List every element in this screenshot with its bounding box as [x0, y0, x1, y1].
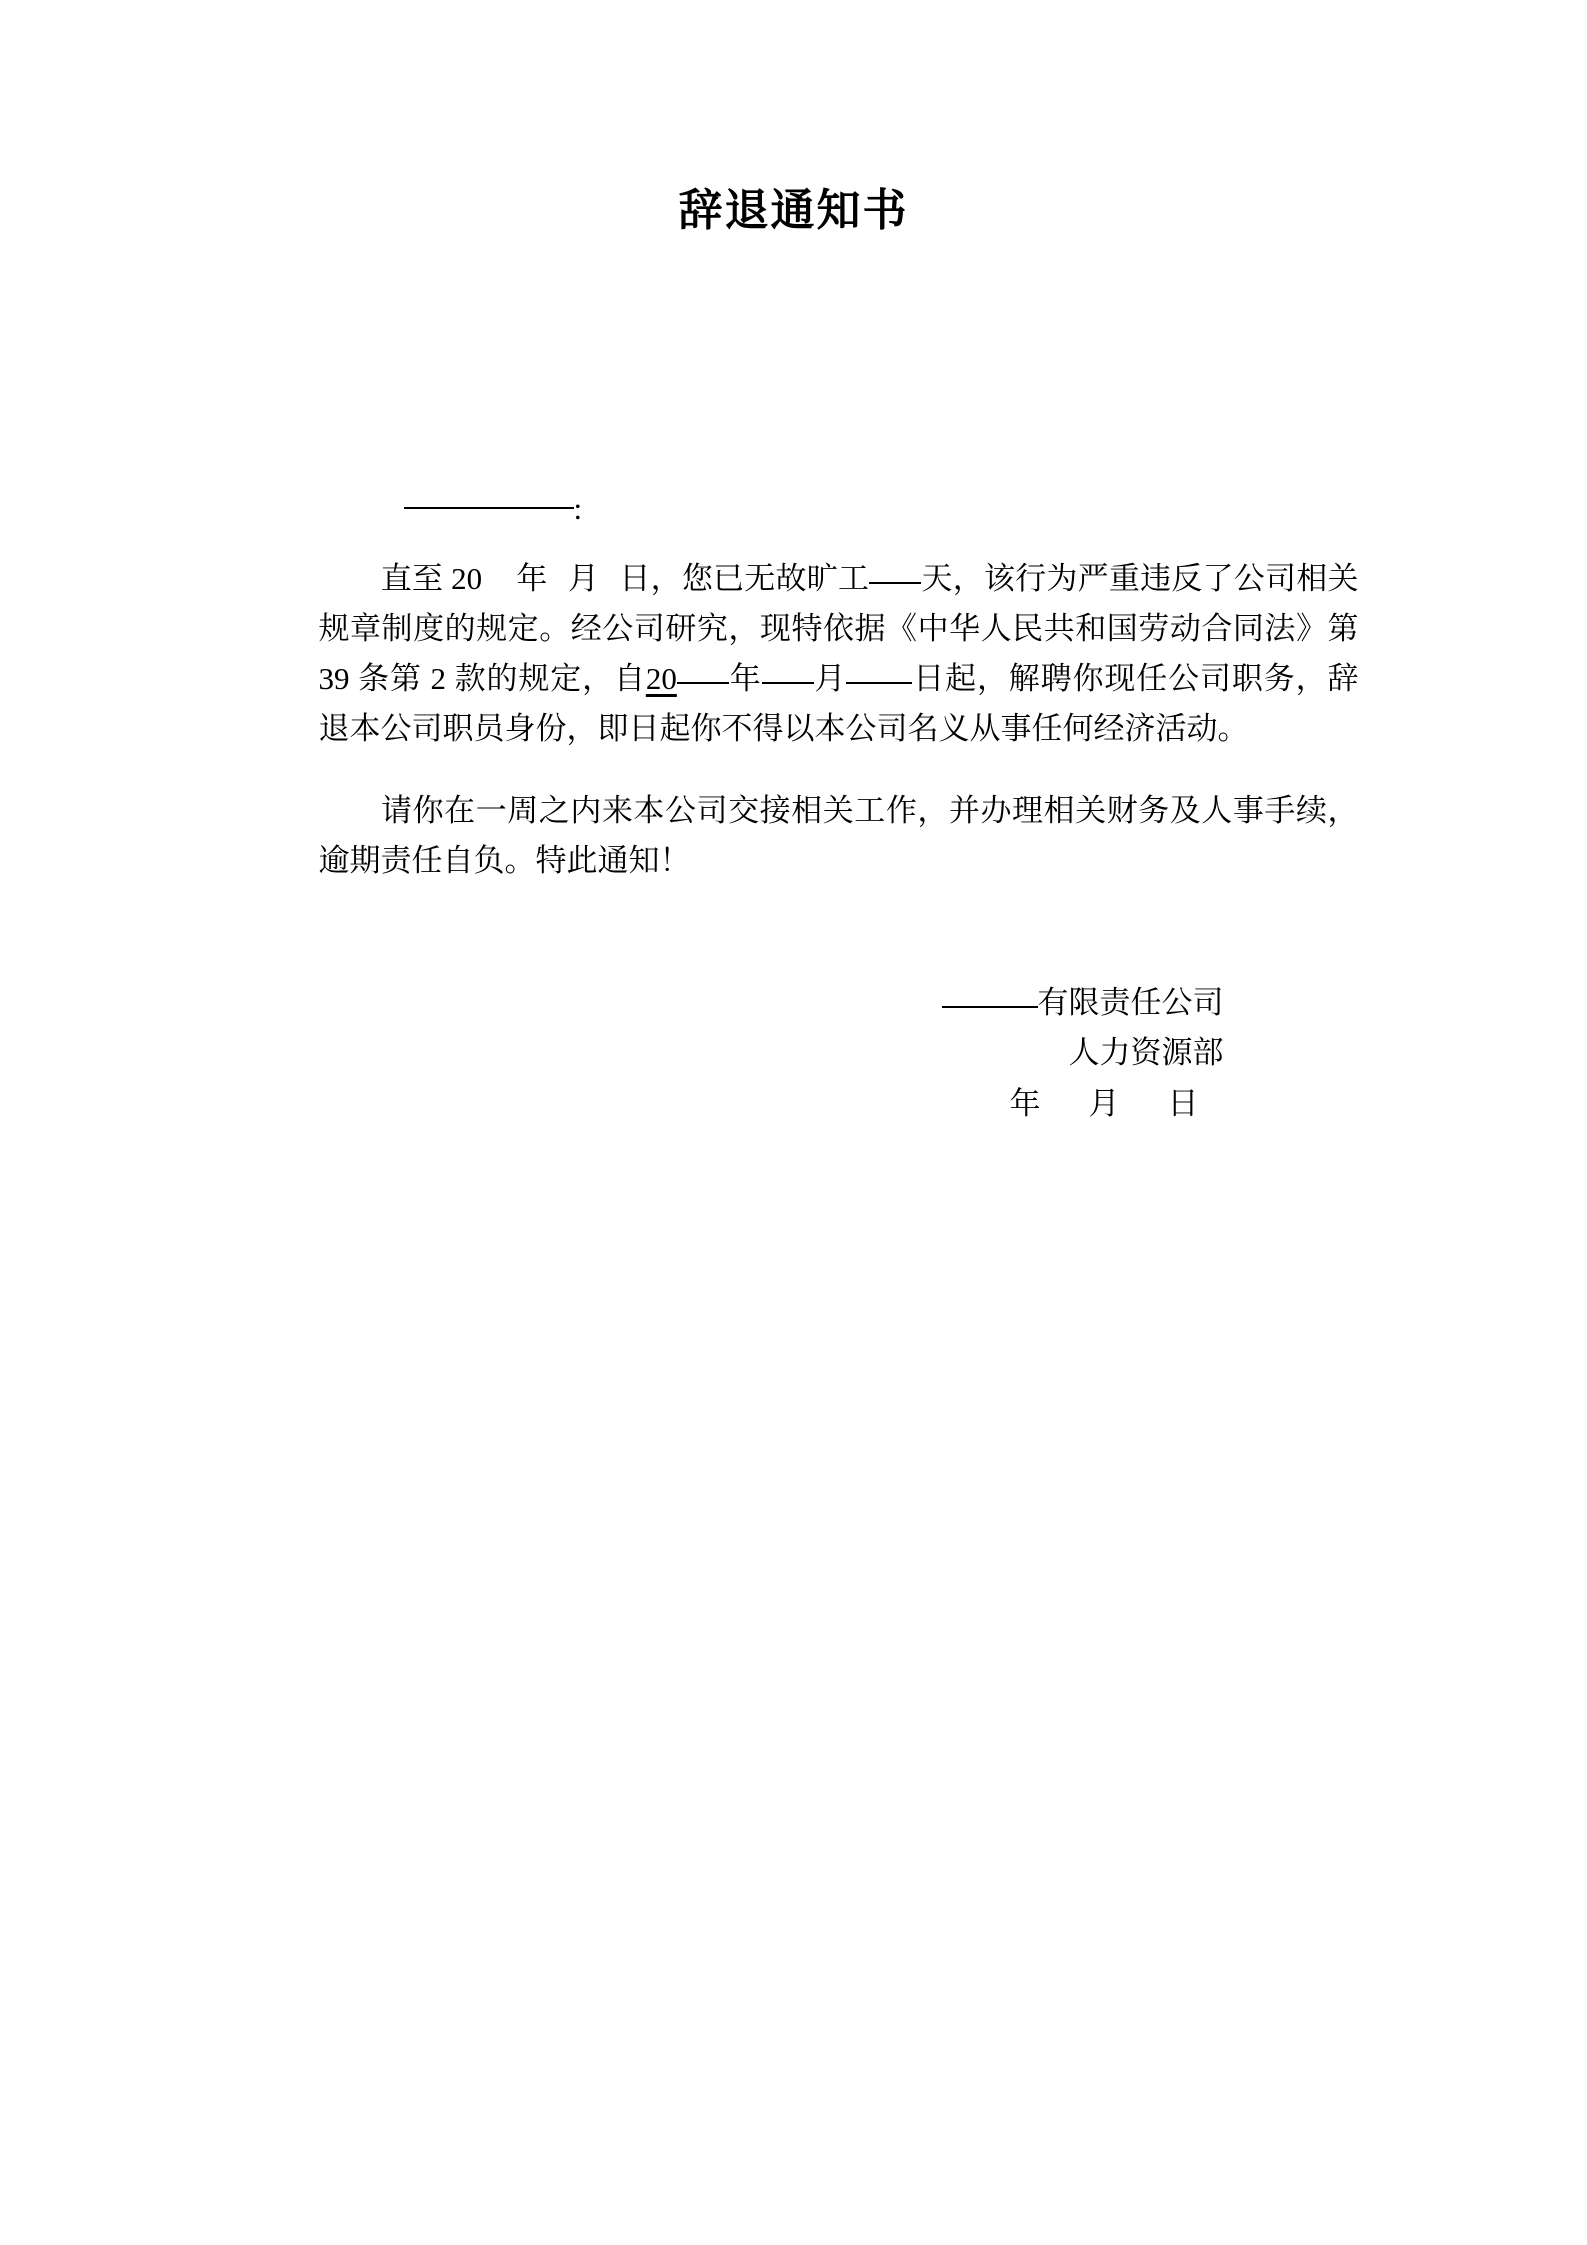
- signature-date-line: [319, 1079, 1224, 1129]
- absence-days-blank: [869, 582, 921, 584]
- salutation-line: [319, 490, 1359, 526]
- recipient-blank: [404, 507, 574, 509]
- paragraph-2: [319, 786, 1359, 886]
- sign-month: 月: [1088, 1085, 1120, 1121]
- page-title: 辞退通知书: [678, 186, 909, 235]
- p1-seg7: 年: [728, 661, 762, 697]
- p1-seg3: 月: [567, 560, 600, 596]
- company-line: [319, 978, 1224, 1028]
- p1-seg9: 日起，解聘你现任公司职务，辞退本公司职员身份，即日起你不得以本公司名义从事任何经济活动。: [318, 661, 1359, 747]
- p1-seg6: 20: [645, 661, 677, 697]
- p1-seg8: 月: [813, 661, 847, 697]
- sign-year: 年: [1009, 1085, 1041, 1121]
- term-month-blank: [762, 682, 814, 684]
- p1-seg4: 日，您已无故旷工: [619, 560, 870, 596]
- document-body: [229, 490, 1359, 1129]
- p1-seg5: 天，该行为严重违反了公司相关规章制度的规定。经公司研究，现特依据《中华人民共和国劳动合同法》第 39 条第 2 款的规定，自: [318, 560, 1359, 697]
- p1-seg1: 直至 20: [380, 560, 483, 596]
- department-line: 人力资源部: [1068, 1035, 1224, 1071]
- sign-day: 日: [1167, 1085, 1199, 1121]
- term-year-blank: [677, 682, 729, 684]
- p1-seg2: 年: [516, 560, 548, 596]
- company-name-blank: [942, 1006, 1038, 1008]
- paragraph-1: [319, 554, 1359, 755]
- salutation-colon: :: [573, 490, 583, 526]
- p2-text: 请你在一周之内来本公司交接相关工作，并办理相关财务及人事手续，逾期责任自负。特此通知！: [318, 792, 1359, 878]
- term-day-blank: [846, 682, 912, 684]
- signature-block: [319, 978, 1359, 1129]
- company-suffix: 有限责任公司: [1037, 985, 1224, 1021]
